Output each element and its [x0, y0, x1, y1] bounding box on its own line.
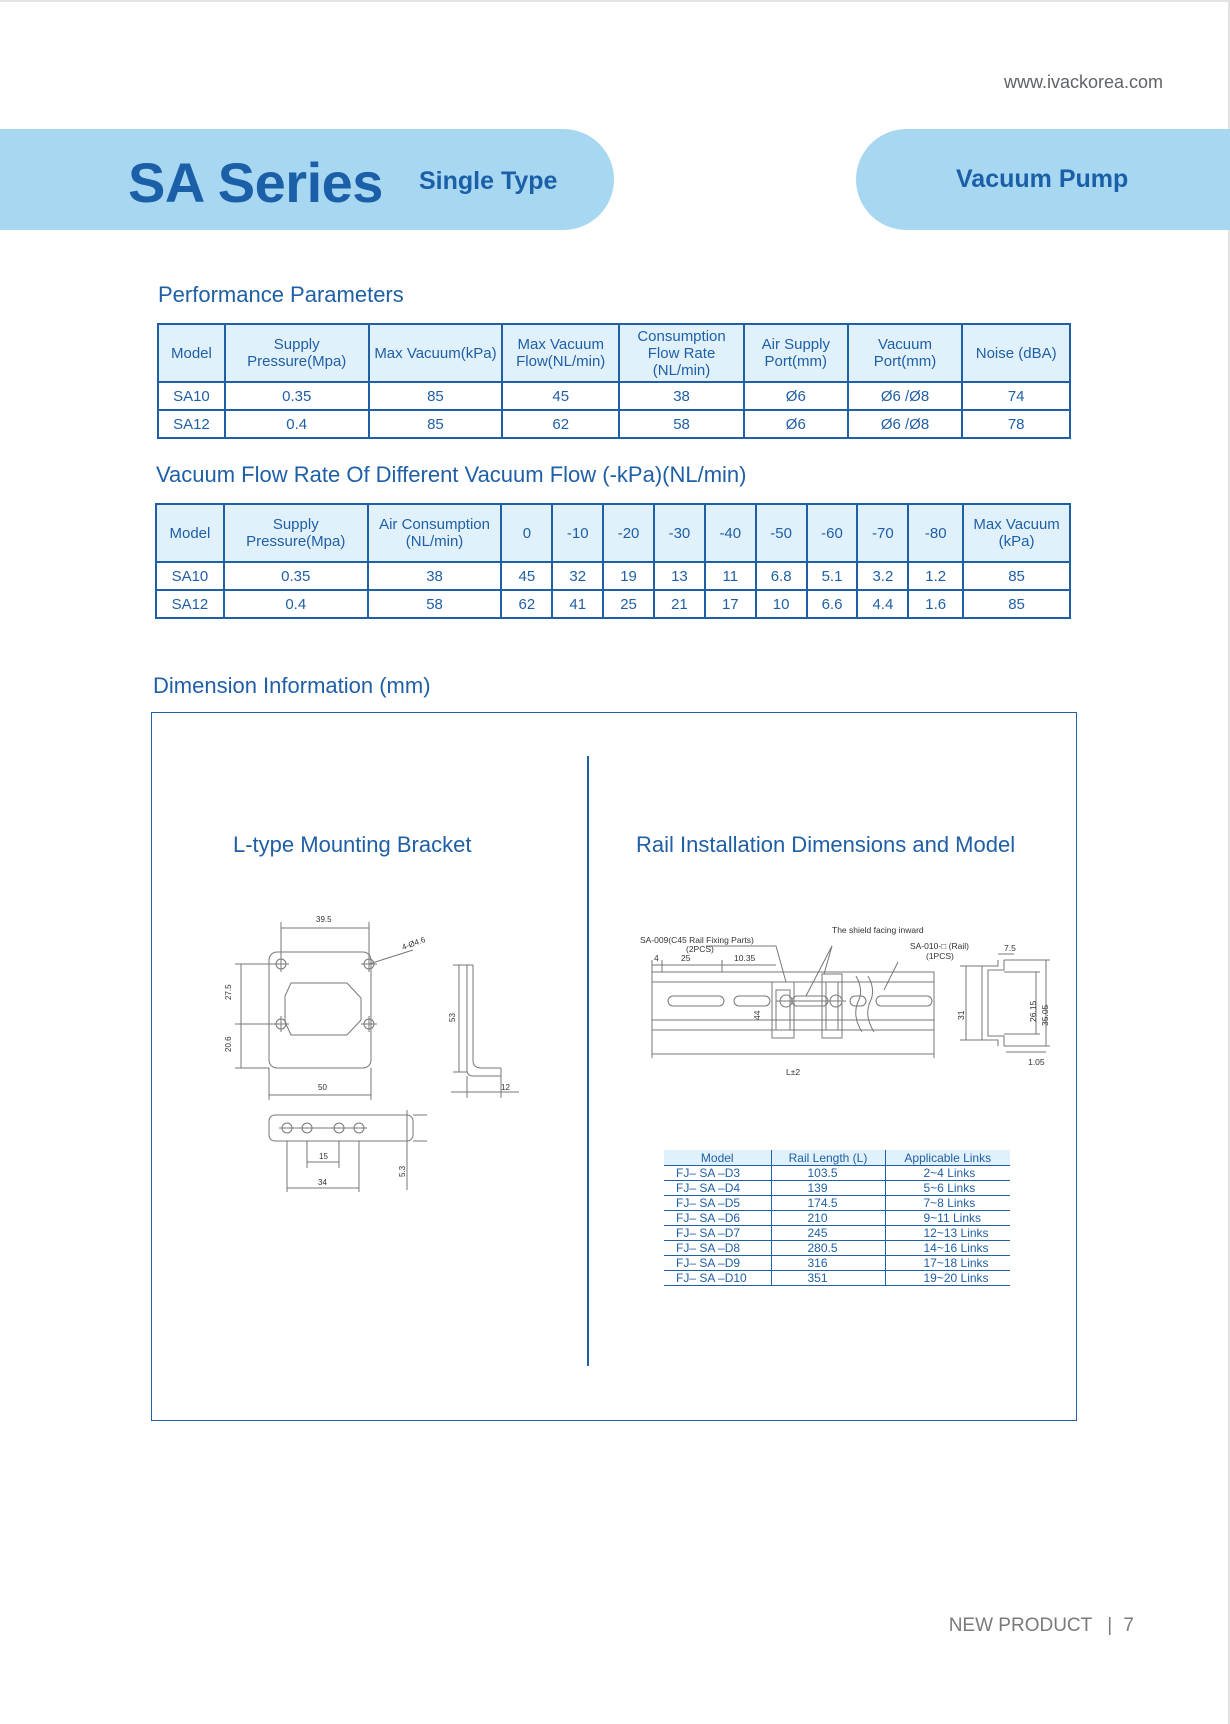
table-cell: 0.4	[225, 410, 369, 438]
dim-label: 34	[318, 1178, 327, 1187]
column-header: Max Vacuum Flow(NL/min)	[502, 324, 619, 382]
column-header: Supply Pressure(Mpa)	[225, 324, 369, 382]
table-cell: 38	[619, 382, 744, 410]
column-header: Model	[158, 324, 225, 382]
table-cell: 174.5	[771, 1196, 885, 1211]
table-cell: FJ– SA –D10	[664, 1271, 771, 1286]
column-header: Max Vacuum(kPa)	[369, 324, 503, 382]
product-name: Vacuum Pump	[956, 165, 1129, 193]
table-cell: 6.8	[756, 562, 807, 590]
dimension-divider	[587, 756, 589, 1366]
table-cell: 85	[369, 410, 503, 438]
table-row	[158, 410, 1070, 438]
rail-label: (1PCS)	[926, 951, 954, 961]
table-cell: 10	[756, 590, 807, 618]
table-cell: Ø6 /Ø8	[848, 382, 963, 410]
table-cell: 7~8 Links	[885, 1196, 1010, 1211]
table-cell: 58	[619, 410, 744, 438]
table-cell: Ø6 /Ø8	[848, 410, 963, 438]
dim-label: 4	[654, 953, 659, 963]
table-cell: FJ– SA –D4	[664, 1181, 771, 1196]
column-header: Supply Pressure(Mpa)	[224, 504, 368, 562]
table-cell: 19~20 Links	[885, 1271, 1010, 1286]
table-cell: 62	[501, 590, 552, 618]
table-cell: SA10	[158, 382, 225, 410]
column-header: 0	[501, 504, 552, 562]
rail-title: Rail Installation Dimensions and Model	[636, 832, 1016, 857]
table-cell: 17	[705, 590, 756, 618]
table-cell: 3.2	[857, 562, 908, 590]
table-cell: FJ– SA –D5	[664, 1196, 771, 1211]
table-cell: 78	[962, 410, 1070, 438]
column-header: -70	[857, 504, 908, 562]
table-row	[156, 590, 1070, 618]
table-cell: 74	[962, 382, 1070, 410]
rail-label: (2PCS)	[686, 944, 714, 954]
table-header-row	[156, 504, 1070, 562]
table-row	[664, 1211, 1010, 1226]
decorative-dots-icon	[688, 164, 858, 200]
table-row	[664, 1256, 1010, 1271]
column-header: Model	[664, 1150, 771, 1166]
table-cell: 103.5	[771, 1166, 885, 1181]
table-cell: 280.5	[771, 1241, 885, 1256]
dim-label: 50	[318, 1083, 327, 1092]
column-header: Applicable Links	[885, 1150, 1010, 1166]
dim-label: 53	[448, 1013, 457, 1022]
dim-label: 26.15	[1028, 1000, 1038, 1022]
dim-label: 15	[319, 1152, 328, 1161]
rail-label: SA-009(C45 Rail Fixing Parts)	[640, 935, 754, 945]
table-row	[664, 1241, 1010, 1256]
table-cell: SA10	[156, 562, 224, 590]
table-cell: FJ– SA –D9	[664, 1256, 771, 1271]
page-footer	[949, 1615, 1134, 1637]
footer-separator: |	[1107, 1615, 1113, 1636]
column-header: Vacuum Port(mm)	[848, 324, 963, 382]
table-cell: 19	[603, 562, 654, 590]
table-cell: 25	[603, 590, 654, 618]
rail-drawing	[636, 920, 1056, 1090]
series-title: SA Series	[128, 151, 383, 214]
table-row	[664, 1271, 1010, 1286]
table-row	[664, 1181, 1010, 1196]
dim-label: 10.35	[734, 953, 756, 963]
rail-model-table	[664, 1150, 1010, 1286]
dimension-title: Dimension Information (mm)	[153, 673, 431, 698]
table-cell: 4.4	[857, 590, 908, 618]
column-header: -60	[807, 504, 858, 562]
dim-label: 12	[501, 1083, 510, 1092]
dim-label: 35.05	[1040, 1004, 1050, 1026]
table-cell: FJ– SA –D7	[664, 1226, 771, 1241]
table-row	[158, 382, 1070, 410]
table-cell: 9~11 Links	[885, 1211, 1010, 1226]
dim-label: 20.6	[224, 1036, 233, 1052]
column-header: Consumption Flow Rate (NL/min)	[619, 324, 744, 382]
flow-title: Vacuum Flow Rate Of Different Vacuum Flow (-kPa)(NL/min)	[156, 462, 747, 487]
table-cell: Ø6	[744, 382, 848, 410]
table-cell: 245	[771, 1226, 885, 1241]
table-cell: 13	[654, 562, 705, 590]
table-cell: 351	[771, 1271, 885, 1286]
column-header: Rail Length (L)	[771, 1150, 885, 1166]
bracket-title: L-type Mounting Bracket	[233, 832, 472, 857]
table-cell: 6.6	[807, 590, 858, 618]
table-cell: 11	[705, 562, 756, 590]
table-row	[664, 1196, 1010, 1211]
rail-label: SA-010-□ (Rail)	[910, 941, 969, 951]
dim-label: 31	[956, 1010, 966, 1020]
column-header: Noise (dBA)	[962, 324, 1070, 382]
dim-label: 4-Ø4.6	[400, 935, 427, 952]
table-cell: 62	[502, 410, 619, 438]
page-number: 7	[1123, 1615, 1134, 1636]
table-header-row	[158, 324, 1070, 382]
table-cell: 45	[501, 562, 552, 590]
dim-label: 27.5	[224, 984, 233, 1000]
table-cell: 21	[654, 590, 705, 618]
dim-label: 7.5	[1004, 943, 1016, 953]
table-cell: 14~16 Links	[885, 1241, 1010, 1256]
column-header: -10	[552, 504, 603, 562]
footer-label: NEW PRODUCT	[948, 1615, 1092, 1636]
column-header: Max Vacuum (kPa)	[963, 504, 1070, 562]
table-cell: 58	[368, 590, 502, 618]
column-header: -30	[654, 504, 705, 562]
website-url[interactable]: www.ivackorea.com	[1003, 72, 1163, 92]
table-cell: 0.4	[224, 590, 368, 618]
column-header: Air Supply Port(mm)	[744, 324, 848, 382]
column-header: -20	[603, 504, 654, 562]
table-row	[664, 1226, 1010, 1241]
table-cell: 85	[963, 590, 1070, 618]
table-cell: 38	[368, 562, 502, 590]
top-border	[0, 0, 1230, 2]
bracket-drawing	[215, 900, 555, 1200]
table-cell: 5~6 Links	[885, 1181, 1010, 1196]
table-header-row	[664, 1150, 1010, 1166]
table-cell: SA12	[156, 590, 224, 618]
table-cell: 85	[963, 562, 1070, 590]
column-header: -40	[705, 504, 756, 562]
table-cell: 12~13 Links	[885, 1226, 1010, 1241]
table-cell: 17~18 Links	[885, 1256, 1010, 1271]
column-header: -50	[756, 504, 807, 562]
performance-title: Performance Parameters	[158, 282, 404, 307]
table-cell: 210	[771, 1211, 885, 1226]
table-cell: FJ– SA –D3	[664, 1166, 771, 1181]
dim-label: 1.05	[1028, 1057, 1045, 1067]
table-cell: 2~4 Links	[885, 1166, 1010, 1181]
table-cell: 316	[771, 1256, 885, 1271]
table-cell: 1.6	[908, 590, 963, 618]
column-header: Air Consumption (NL/min)	[368, 504, 502, 562]
table-cell: 139	[771, 1181, 885, 1196]
table-cell: 45	[502, 382, 619, 410]
dim-label: 44	[752, 1010, 762, 1020]
table-cell: 41	[552, 590, 603, 618]
table-cell: 0.35	[224, 562, 368, 590]
dim-label: 25	[681, 953, 691, 963]
flow-table	[155, 503, 1071, 619]
table-cell: Ø6	[744, 410, 848, 438]
column-header: -80	[908, 504, 963, 562]
dim-label: 39.5	[316, 915, 332, 924]
column-header: Model	[156, 504, 224, 562]
performance-table	[157, 323, 1071, 439]
table-cell: 85	[369, 382, 503, 410]
table-cell: FJ– SA –D6	[664, 1211, 771, 1226]
table-cell: SA12	[158, 410, 225, 438]
table-cell: 5.1	[807, 562, 858, 590]
table-cell: 1.2	[908, 562, 963, 590]
table-row	[664, 1166, 1010, 1181]
table-cell: 0.35	[225, 382, 369, 410]
dim-label: L±2	[786, 1067, 801, 1077]
table-cell: 32	[552, 562, 603, 590]
table-row	[156, 562, 1070, 590]
dim-label: 5.3	[398, 1165, 407, 1177]
rail-label: The shield facing inward	[832, 925, 924, 935]
table-cell: FJ– SA –D8	[664, 1241, 771, 1256]
series-type: Single Type	[419, 167, 558, 195]
